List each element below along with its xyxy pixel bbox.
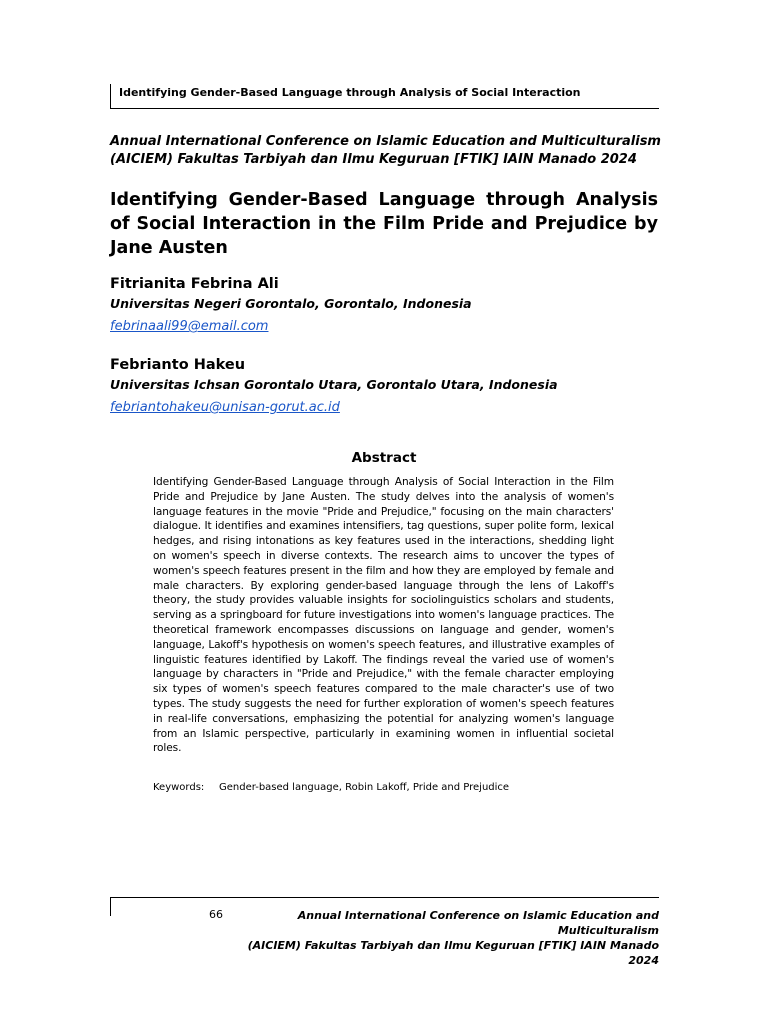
abstract-text: Identifying Gender-Based Language through Analysis of Social Interaction in the Film Pride and Prejudice by Jane Austen. The study delves into the analysis of women's language features in the movie "Pride and Prejudice," focusing on the main characters' dialogue. It identifies and examines intensifiers, tag questions, super polite form, lexical hedges, and rising intonations as key features used in the interactions, shedding light on women's speech in diverse contexts. The research aims to uncover the types of women's speech features present in the film and how they are employed by female and male characters. By exploring gender-based language through the lens of Lakoff's theory, the study provides valuable insights for sociolinguistics scholars and students, serving as a springboard for future investigations into women's language practices. The theoretical framework encompasses discussions on language and gender, women's language, Lakoff's hypothesis on women's speech features, and illustrative examples of linguistic features identified by Lakoff. The findings reveal the varied use of women's language by characters in "Pride and Prejudice," with the female character employing six types of women's speech features compared to the male character's use of two types. The study suggests the need for further exploration of women's speech features in real-life conversations, emphasizing the potential for analyzing women's language from an Islamic perspective, particularly in examining women in influential societal roles. [153,476,614,755]
author-affiliation: Universitas Ichsan Gorontalo Utara, Gorontalo Utara, Indonesia [110,377,558,392]
keywords-line [153,782,509,793]
conference-info [110,133,670,169]
paper-title: Identifying Gender-Based Language through Analysis of Social Interaction in the Film Pride and Prejudice by Jane Austen [110,190,658,258]
author-email-link[interactable]: febriantohakeu@unisan-gorut.ac.id [110,400,340,415]
abstract-heading: Abstract [351,450,417,466]
footer-conference-info [219,908,659,968]
author-block-1 [110,274,670,338]
author-name: Febrianto Hakeu [110,357,246,373]
conference-line-2: (AICIEM) Fakultas Tarbiyah dan Ilmu Keguruan [FTIK] IAIN Manado 2024 [110,152,637,167]
keywords-label: Keywords: [153,782,205,793]
author-block-2 [110,355,670,419]
page-number: 66 [209,908,223,921]
author-email-link[interactable]: febrinaali99@email.com [110,319,269,334]
running-footer [110,897,659,967]
author-name: Fitrianita Febrina Ali [110,276,279,292]
conference-line-1: Annual International Conference on Islamic Education and Multiculturalism [110,134,661,149]
author-affiliation: Universitas Negeri Gorontalo, Gorontalo, Indonesia [110,296,472,311]
running-header-title: Identifying Gender-Based Language through Analysis of Social Interaction [119,86,581,99]
footer-line-2: (AICIEM) Fakultas Tarbiyah dan Ilmu Keguruan [FTIK] IAIN Manado 2024 [247,939,659,967]
keywords-value: Gender-based language, Robin Lakoff, Pride and Prejudice [219,782,510,793]
running-header [110,84,659,109]
footer-line-1: Annual International Conference on Islamic Education and Multiculturalism [297,909,659,937]
